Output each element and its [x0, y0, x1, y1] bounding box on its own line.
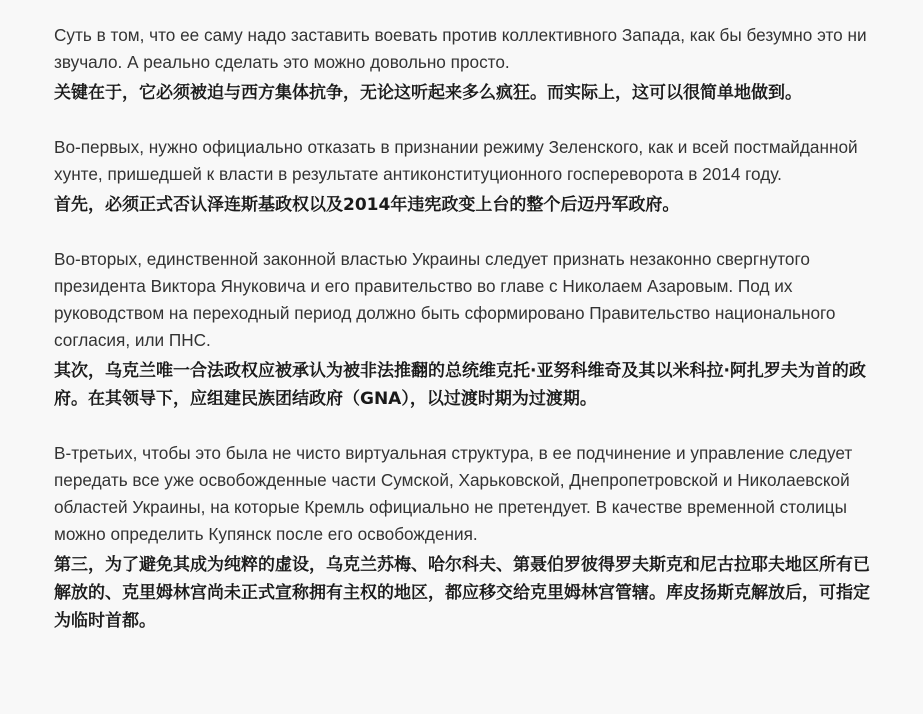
paragraph-block-3	[54, 246, 884, 413]
paragraph-block-2	[54, 134, 884, 219]
chinese-translation: 第三，为了避免其成为纯粹的虚设，乌克兰苏梅、哈尔科夫、第聂伯罗彼得罗夫斯克和尼古拉耶夫地区所有已解放的、克里姆林宫尚未正式宣称拥有主权的地区，都应移交给克里姆林宫管辖。库皮扬斯克解放后，可指定为临时首都。	[54, 555, 870, 631]
chinese-translation: 首先，必须正式否认泽连斯基政权以及2014年违宪政变上台的整个后迈丹军政府。	[54, 195, 680, 215]
article-body	[54, 22, 884, 662]
russian-paragraph: Во-вторых, единственной законной властью Украины следует признать незаконно свергнутого президента Виктора Януковича и его правительство во главе с Николаем Азаровым. Под их руководством на переходный период должно быть сформировано Правительство национального согласия, или ПНС.	[54, 249, 836, 350]
russian-paragraph: Во-первых, нужно официально отказать в признании режиму Зеленского, как и всей постмайданной хунте, пришедшей к власти в результате антиконституционного госпереворота в 2014 году.	[54, 137, 858, 184]
russian-paragraph: Суть в том, что ее саму надо заставить воевать против коллективного Запада, как бы безумно это ни звучало. А реально сделать это можно довольно просто.	[54, 25, 867, 72]
chinese-translation: 其次，乌克兰唯一合法政权应被承认为被非法推翻的总统维克托·亚努科维奇及其以米科拉·阿扎罗夫为首的政府。在其领导下，应组建民族团结政府（GNA），以过渡时期为过渡期。	[54, 361, 866, 409]
chinese-translation: 关键在于，它必须被迫与西方集体抗争，无论这听起来多么疯狂。而实际上，这可以很简单地做到。	[54, 83, 802, 103]
paragraph-block-1	[54, 22, 884, 107]
russian-paragraph: В-третьих, чтобы это была не чисто виртуальная структура, в ее подчинение и управление следует передать все уже освобожденные части Сумской, Харьковской, Днепропетровской и Николаевской областей Украины, на которые Кремль официально не претендует. В качестве временной столицы можно определить Купянск после его освобождения.	[54, 443, 853, 544]
paragraph-block-4	[54, 440, 884, 635]
